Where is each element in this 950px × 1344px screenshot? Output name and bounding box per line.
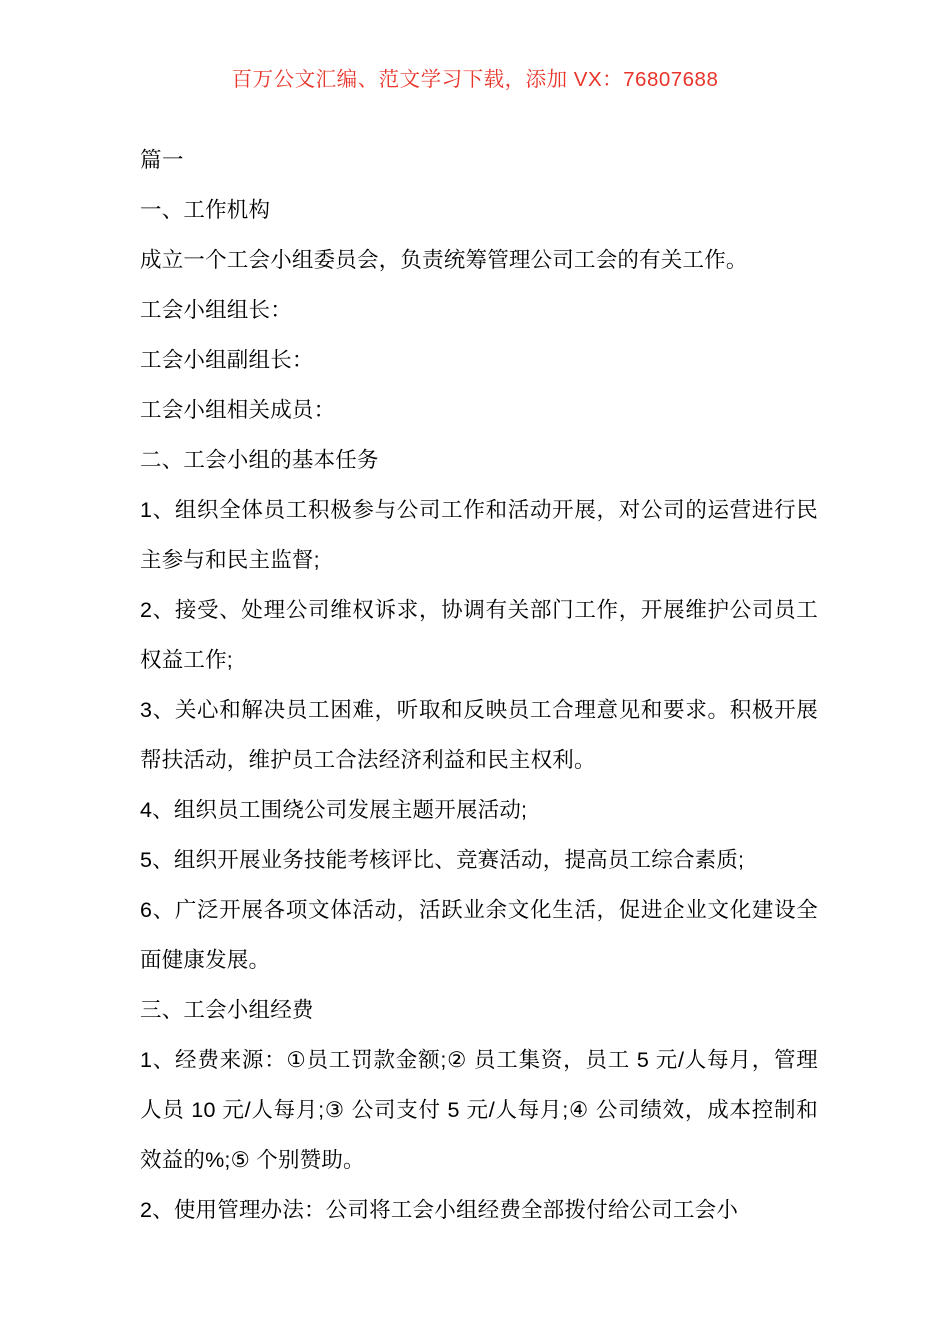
paragraph: 5、组织开展业务技能考核评比、竞赛活动，提高员工综合素质;: [140, 848, 745, 872]
paragraph: 2、使用管理办法：公司将工会小组经费全部拨付给公司工会小: [140, 1198, 739, 1222]
paragraph: 工会小组组长：: [140, 298, 292, 322]
paragraph: 工会小组副组长：: [140, 348, 314, 372]
paragraph: 一、工作机构: [140, 198, 271, 222]
paragraph: 篇一: [140, 148, 185, 172]
paragraph: 1、组织全体员工积极参与公司工作和活动开展，对公司的运营进行民主参与和民主监督;: [140, 498, 818, 572]
paragraph: 2、接受、处理公司维权诉求，协调有关部门工作，开展维护公司员工权益工作;: [140, 598, 818, 672]
paragraph: 3、关心和解决员工困难，听取和反映员工合理意见和要求。积极开展帮扶活动，维护员工合法经济利益和民主权利。: [140, 698, 818, 772]
paragraph: 6、广泛开展各项文体活动，活跃业余文化生活，促进企业文化建设全面健康发展。: [140, 898, 818, 972]
paragraph: 1、经费来源：①员工罚款金额;② 员工集资，员工 5 元/人每月，管理人员 10 元/人每月;③ 公司支付 5 元/人每月;④ 公司绩效，成本控制和效益的%;⑤ 个别赞助。: [140, 1048, 818, 1172]
paragraph: 成立一个工会小组委员会，负责统筹管理公司工会的有关工作。: [140, 248, 748, 272]
paragraph: 二、工会小组的基本任务: [140, 448, 379, 472]
paragraph: 4、组织员工围绕公司发展主题开展活动;: [140, 798, 528, 822]
watermark-text: 百万公文汇编、范文学习下载，添加 VX：76807688: [231, 68, 719, 91]
paragraph: 工会小组相关成员：: [140, 398, 336, 422]
paragraph: 三、工会小组经费: [140, 998, 314, 1022]
document-body: [140, 135, 818, 1235]
